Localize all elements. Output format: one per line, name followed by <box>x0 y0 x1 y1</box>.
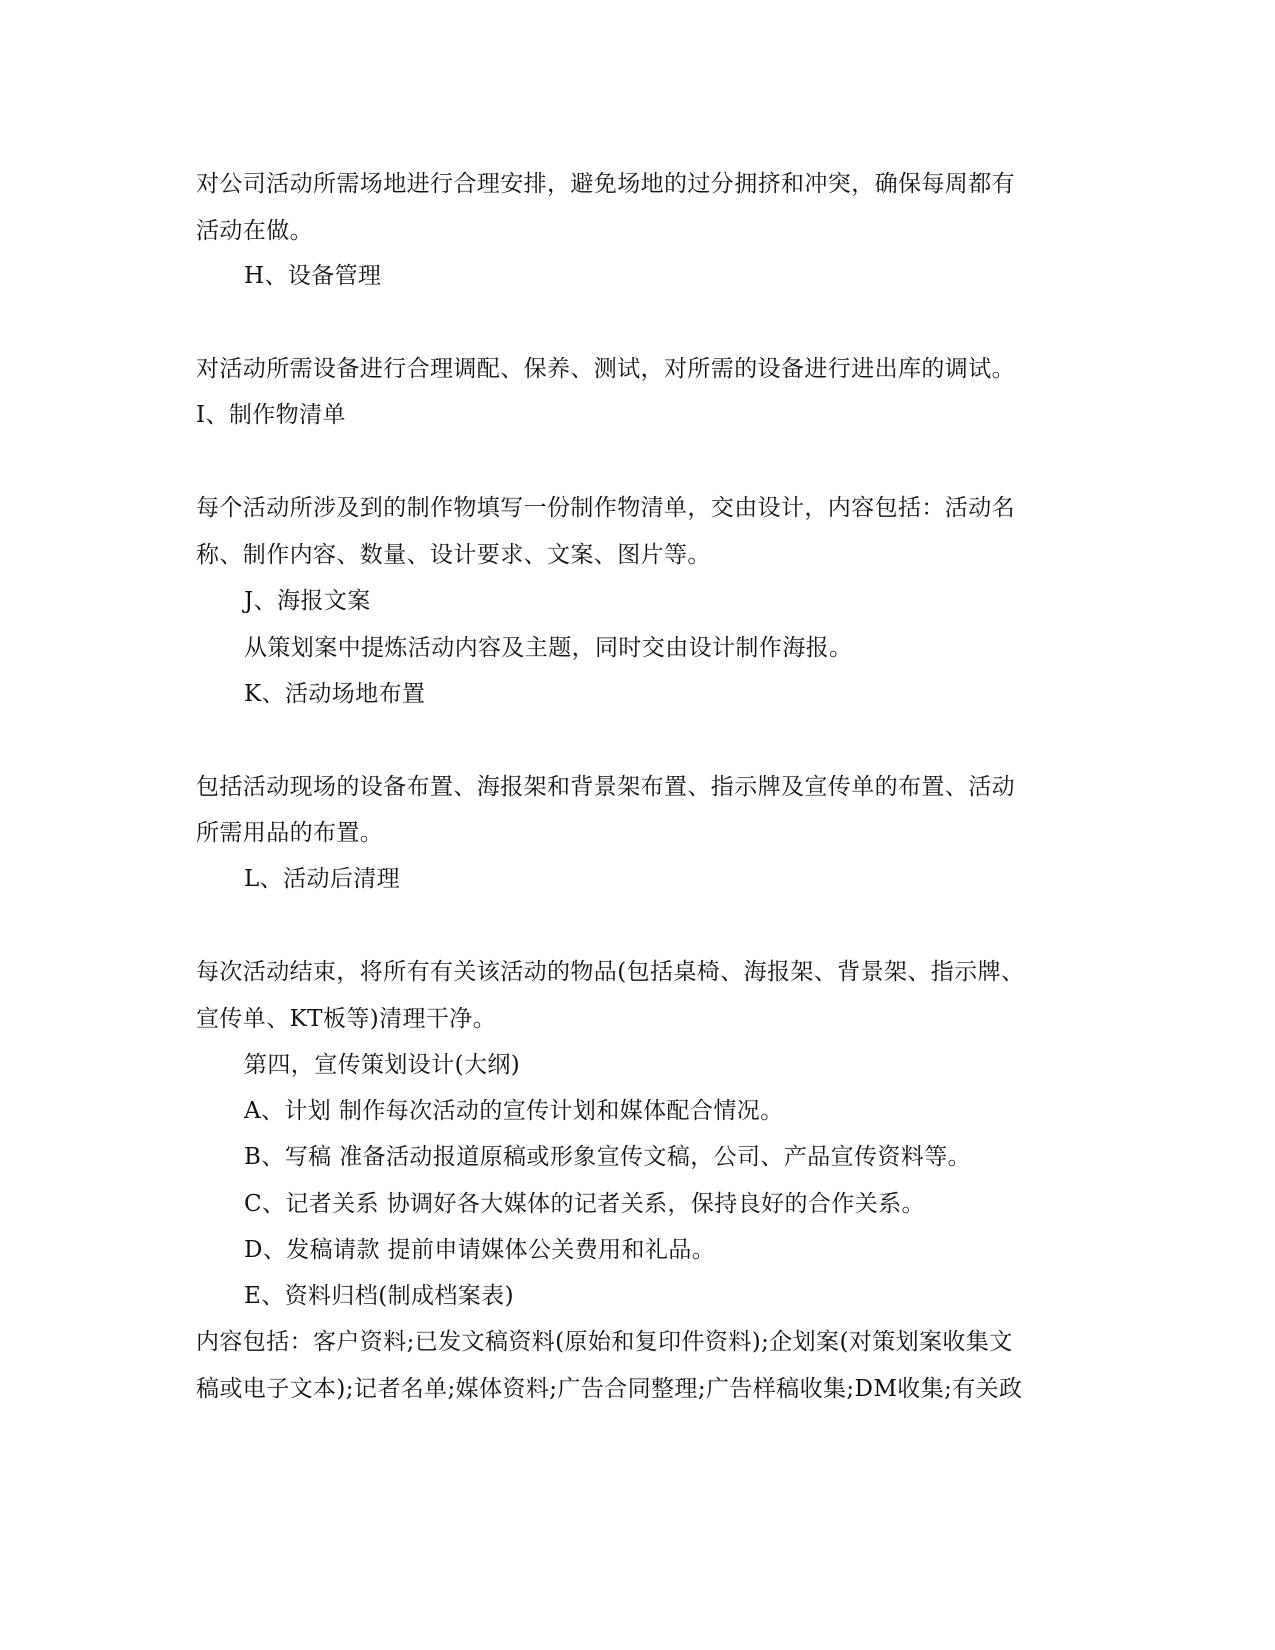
body-text-line: 稿或电子文本);记者名单;媒体资料;广告合同整理;广告样稿收集;DM收集;有关政 <box>196 1376 1023 1402</box>
body-text-line: 从策划案中提炼活动内容及主题，同时交由设计制作海报。 <box>244 635 853 661</box>
list-item: D、发稿请款 提前申请媒体公关费用和礼品。 <box>244 1237 716 1263</box>
section-heading: L、活动后清理 <box>244 866 401 892</box>
section-heading: I、制作物清单 <box>196 402 346 428</box>
body-text-line: 内容包括：客户资料;已发文稿资料(原始和复印件资料);企划案(对策划案收集文 <box>196 1329 1013 1355</box>
section-heading: 第四，宣传策划设计(大纲) <box>244 1052 521 1078</box>
body-text-line: 包括活动现场的设备布置、海报架和背景架布置、指示牌及宣传单的布置、活动 <box>196 774 1015 800</box>
body-text-line: 称、制作内容、数量、设计要求、文案、图片等。 <box>196 542 711 568</box>
section-heading: H、设备管理 <box>244 263 382 289</box>
section-heading: J、海报文案 <box>244 588 371 614</box>
list-item: B、写稿 准备活动报道原稿或形象宣传文稿，公司、产品宣传资料等。 <box>244 1144 972 1170</box>
section-heading: K、活动场地布置 <box>244 681 426 707</box>
body-text-line: 对公司活动所需场地进行合理安排，避免场地的过分拥挤和冲突，确保每周都有 <box>196 171 1015 197</box>
list-item: A、计划 制作每次活动的宣传计划和媒体配合情况。 <box>244 1098 784 1124</box>
body-text-line: 活动在做。 <box>196 218 313 244</box>
body-text-line: 对活动所需设备进行合理调配、保养、测试，对所需的设备进行进出库的调试。 <box>196 356 1015 382</box>
list-item: E、资料归档(制成档案表) <box>244 1283 514 1309</box>
body-text-line: 宣传单、KT板等)清理干净。 <box>196 1006 497 1032</box>
list-item: C、记者关系 协调好各大媒体的记者关系，保持良好的合作关系。 <box>244 1191 925 1217</box>
body-text-line: 所需用品的布置。 <box>196 820 384 846</box>
body-text-line: 每次活动结束，将所有有关该活动的物品(包括桌椅、海报架、背景架、指示牌、 <box>196 959 1025 985</box>
body-text-line: 每个活动所涉及到的制作物填写一份制作物清单，交由设计，内容包括：活动名 <box>196 495 1015 521</box>
